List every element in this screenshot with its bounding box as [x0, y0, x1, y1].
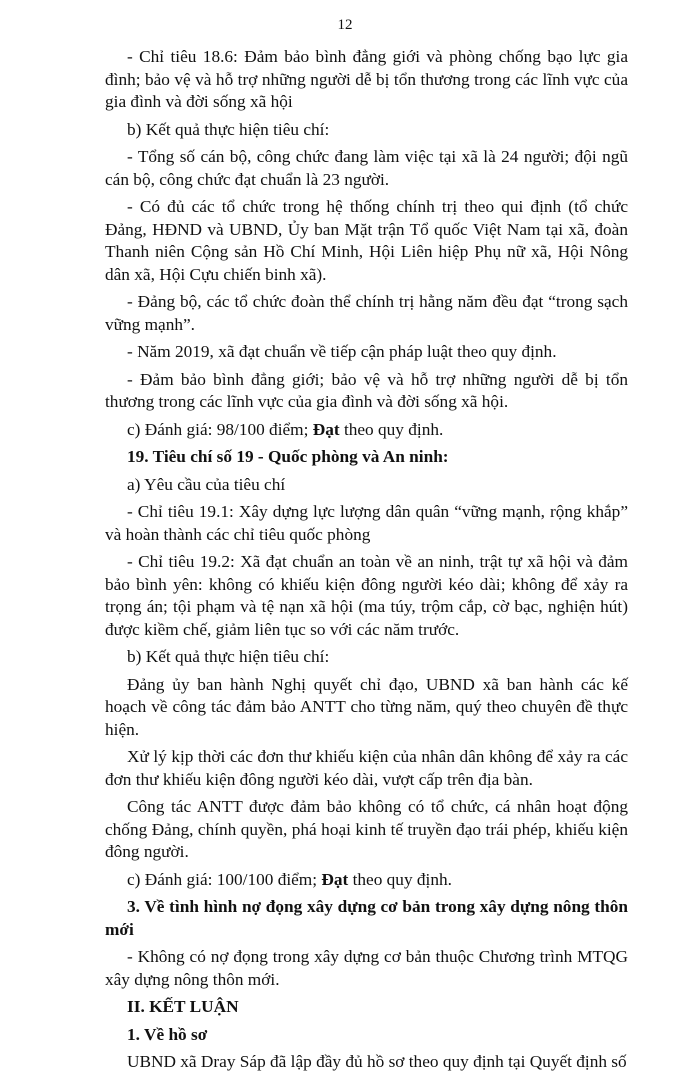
records-heading: 1. Về hồ sơ	[127, 1024, 208, 1044]
criterion-19-2-paragraph: - Chỉ tiêu 19.2: Xã đạt chuẩn an toàn về an ninh, trật tự xã hội và đảm bảo bình yên: không có khiếu kiện đông người kéo dài; không để xảy ra trọng án; tội phạm và tệ nạn xã hội (ma túy, trộm cắp, cờ bạc, nghiện hút) được kiềm chế, giảm liên tục so với các năm trước.	[105, 552, 628, 639]
page-number: 12	[337, 17, 353, 33]
debt-section-heading: 3. Về tình hình nợ đọng xây dựng cơ bản trong xây dựng nông thôn mới	[105, 897, 628, 939]
records-paragraph: UBND xã Dray Sáp đã lập đầy đủ hồ sơ theo quy định tại Quyết định số	[127, 1052, 627, 1071]
criterion-18-6-paragraph: - Chỉ tiêu 18.6: Đảm bảo bình đẳng giới và phòng chống bạo lực gia đình; bảo vệ và hỗ trợ những người dễ bị tổn thương trong các lĩnh vực của gia đình và đời sống xã hội	[105, 47, 628, 111]
complaint-handling-paragraph: Xử lý kịp thời các đơn thư khiếu kiện của nhân dân không để xảy ra các đơn thư khiếu kiện đông người kéo dài, vượt cấp trên địa bàn.	[105, 747, 628, 789]
party-resolution-paragraph: Đảng ủy ban hành Nghị quyết chỉ đạo, UBND xã ban hành các kế hoạch về công tác đảm bảo ANTT cho từng năm, quý theo chuyên đề thực hiện.	[105, 674, 628, 739]
conclusion-heading: II. KẾT LUẬN	[127, 997, 239, 1016]
evaluation-18-paragraph	[105, 419, 628, 442]
evaluation-19-paragraph	[105, 869, 628, 892]
evaluation-19-post: theo quy định.	[348, 869, 452, 889]
evaluation-18-pre: c) Đánh giá: 98/100 điểm;	[127, 419, 313, 439]
document-body	[105, 46, 628, 1079]
gender-equality-paragraph: - Đảm bảo bình đẳng giới; bảo vệ và hỗ trợ những người dễ bị tổn thương trong các lĩnh vực của gia đình và đời sống xã hội.	[105, 369, 628, 411]
evaluation-18-post: theo quy định.	[339, 419, 444, 439]
evaluation-18-status: Đạt	[312, 419, 340, 439]
evaluation-19-pre: c) Đánh giá: 100/100 điểm;	[127, 869, 322, 889]
requirement-heading-19: a) Yêu cầu của tiêu chí	[127, 474, 286, 494]
political-organizations-paragraph: - Có đủ các tổ chức trong hệ thống chính trị theo qui định (tổ chức Đảng, HĐND và UBND, Ủy ban Mặt trận Tổ quốc Việt Nam tại xã, đoàn Thanh niên Cộng sản Hồ Chí Minh, Hội Liên hiệp Phụ nữ xã, Hội Nông dân xã, Hội Cựu chiến binh xã).	[105, 197, 628, 284]
staff-count-paragraph: - Tổng số cán bộ, công chức đang làm việc tại xã là 24 người; đội ngũ cán bộ, công chức đạt chuẩn là 23 người.	[105, 147, 628, 189]
result-heading-18: b) Kết quả thực hiện tiêu chí:	[127, 119, 330, 139]
evaluation-19-status: Đạt	[321, 869, 349, 889]
criterion-19-heading: 19. Tiêu chí số 19 - Quốc phòng và An ninh:	[127, 447, 449, 466]
criterion-19-1-paragraph: - Chỉ tiêu 19.1: Xây dựng lực lượng dân quân “vững mạnh, rộng khắp” và hoàn thành các chỉ tiêu quốc phòng	[105, 502, 628, 544]
debt-paragraph: - Không có nợ đọng trong xây dựng cơ bản thuộc Chương trình MTQG xây dựng nông thôn mới.	[105, 947, 628, 989]
security-paragraph: Công tác ANTT được đảm bảo không có tổ chức, cá nhân hoạt động chống Đảng, chính quyền, phá hoại kinh tế truyền đạo trái phép, khiếu kiện đông người.	[105, 797, 628, 861]
legal-access-paragraph: - Năm 2019, xã đạt chuẩn về tiếp cận pháp luật theo quy định.	[127, 342, 557, 361]
party-strong-paragraph: - Đảng bộ, các tổ chức đoàn thể chính trị hằng năm đều đạt “trong sạch vững mạnh”.	[105, 292, 628, 334]
result-heading-19: b) Kết quả thực hiện tiêu chí:	[127, 647, 330, 666]
